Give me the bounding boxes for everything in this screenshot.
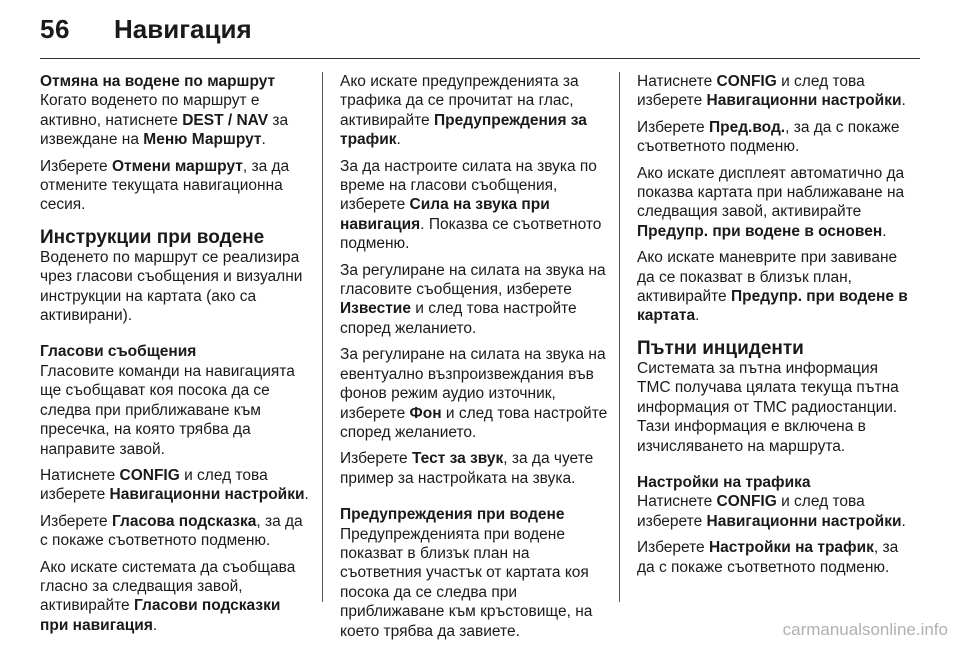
column-divider [322,72,323,602]
text: за извеждане на [40,111,289,149]
paragraph [340,261,612,339]
key-config: CONFIG [119,466,180,484]
text: Ако искате системата да съобщава гласно за следващия завой, активирайте [40,558,296,615]
text: , за да с покаже съответното подменю. [637,118,900,156]
paragraph: Воденето по маршрут се реализира чрез гласови съобщения и визуални инструкции на картата (ако са активирани). [40,248,303,325]
column-1 [40,72,312,642]
watermark: carmanualsonline.info [782,620,948,639]
text: Натиснете [637,493,717,511]
paragraph [340,72,612,150]
text: . [261,131,266,149]
paragraph [40,512,312,551]
paragraph [637,72,909,111]
text: Изберете [637,118,709,136]
text: . [304,486,309,504]
text: Ако искате маневрите при завиване да се показват в близък план, активирайте [637,249,898,306]
text: . [152,616,158,634]
text: и след това изберете [637,493,865,530]
heading-guidance: Инструкции при водене [40,226,265,248]
key-config: CONFIG [716,493,777,511]
text: , за да чуете пример за настройката на звука. [340,450,594,487]
heading-guidance-warnings: Предупреждения при водене [340,506,565,524]
option-voice-prompts-nav: Гласови подсказки при навигация [40,597,281,634]
text: Изберете [637,539,709,557]
paragraph [340,345,612,442]
text: За регулиране на силата на звука на гласовите съобщения, изберете [340,261,606,299]
text: . [882,222,887,240]
text: Ако искате предупрежденията за трафика да се прочитат на глас, активирайте [340,73,579,129]
text: За да настроите силата на звука по време на гласови съобщения, изберете [340,157,597,214]
heading-cancel-route: Отмяна на водене по маршрут [40,73,276,90]
text: Натиснете [40,466,120,484]
text: , за да с покаже съответното подменю. [40,512,303,550]
text: Изберете [40,157,112,175]
paragraph [340,157,612,254]
text: и след това изберете [40,466,268,504]
text: и след това настройте според желанието. [340,300,577,337]
menu-nav-settings: Навигационни настройки [109,486,305,504]
paragraph [40,466,312,505]
key-config: CONFIG [716,73,777,90]
heading-traffic-incidents: Пътни инциденти [637,337,804,359]
text: . Показва се съответното подменю. [340,215,602,253]
text: Ако искате дисплеят автоматично да показва картата при наближаване на следващия завой, активирайте [637,164,905,221]
paragraph: Гласовите команди на навигацията ще съобщават коя посока да се следва при приближаване към пресечка, на която трябва да направите завой. [40,362,295,458]
column-divider [619,72,620,602]
option-announcement: Известие [340,300,411,318]
option-cancel-route: Отмени маршрут [111,157,243,175]
text: , за да с покаже съответното подменю. [637,539,899,576]
paragraph: Предупрежденията при водене показват в близък план на съответния участък от картата коя посока да се следва при приближаване към кръстовище, на което трябва да завиете. [340,525,593,640]
menu-nav-settings: Навигационни настройки [706,92,902,110]
text: Изберете [340,450,412,468]
paragraph [40,91,312,149]
text: . [901,512,906,530]
menu-route: Меню Маршрут [143,131,262,149]
paragraph [637,538,909,577]
paragraph [40,157,312,215]
paragraph [40,558,312,636]
header-divider [40,58,920,59]
paragraph [637,248,909,326]
text: . [695,307,700,325]
text: За регулиране на силата на звука на евентуално възпроизвеждания във фонов режим аудио източник, изберете [340,346,606,422]
text: Изберете [40,512,112,530]
option-pre-guidance: Пред.вод. [708,118,786,136]
text: . [396,131,401,149]
text: Когато воденето по маршрут е активно, натиснете [40,92,260,129]
option-background: Фон [409,404,442,422]
page-header [40,14,920,54]
option-traffic-warnings: Предупреждения за трафик [340,111,587,149]
option-nav-volume: Сила на звука при навигация [340,196,550,233]
page-number: 56 [40,14,70,44]
paragraph: Системата за пътна информация TMC получава цялата текуща пътна информация от TMC радиостанции. Тази информация е включена в изчисляването на маршрута. [637,359,899,455]
paragraph [637,118,909,157]
heading-voice-messages: Гласови съобщения [40,343,197,361]
text: и след това настройте според желанието. [340,404,608,441]
paragraph [340,449,612,488]
menu-nav-settings: Навигационни настройки [706,512,902,530]
option-warning-main: Предупр. при водене в основен [637,222,883,240]
column-2 [340,72,612,648]
column-3 [637,72,909,584]
key-dest-nav: DEST / NAV [182,111,269,129]
text: и след това изберете [637,73,865,110]
option-voice-prompt: Гласова подсказка [111,512,257,530]
paragraph [637,164,909,242]
option-traffic-settings: Настройки на трафик [708,539,874,557]
option-warning-map: Предупр. при водене в картата [637,288,908,325]
page-title: Навигация [114,14,252,44]
heading-traffic-settings: Настройки на трафика [637,473,811,491]
text: . [901,92,906,110]
option-sound-test: Тест за звук [411,450,504,468]
text: , за да отмените текущата навигационна сесия. [40,157,290,214]
text: Натиснете [637,73,717,90]
paragraph [637,492,909,531]
